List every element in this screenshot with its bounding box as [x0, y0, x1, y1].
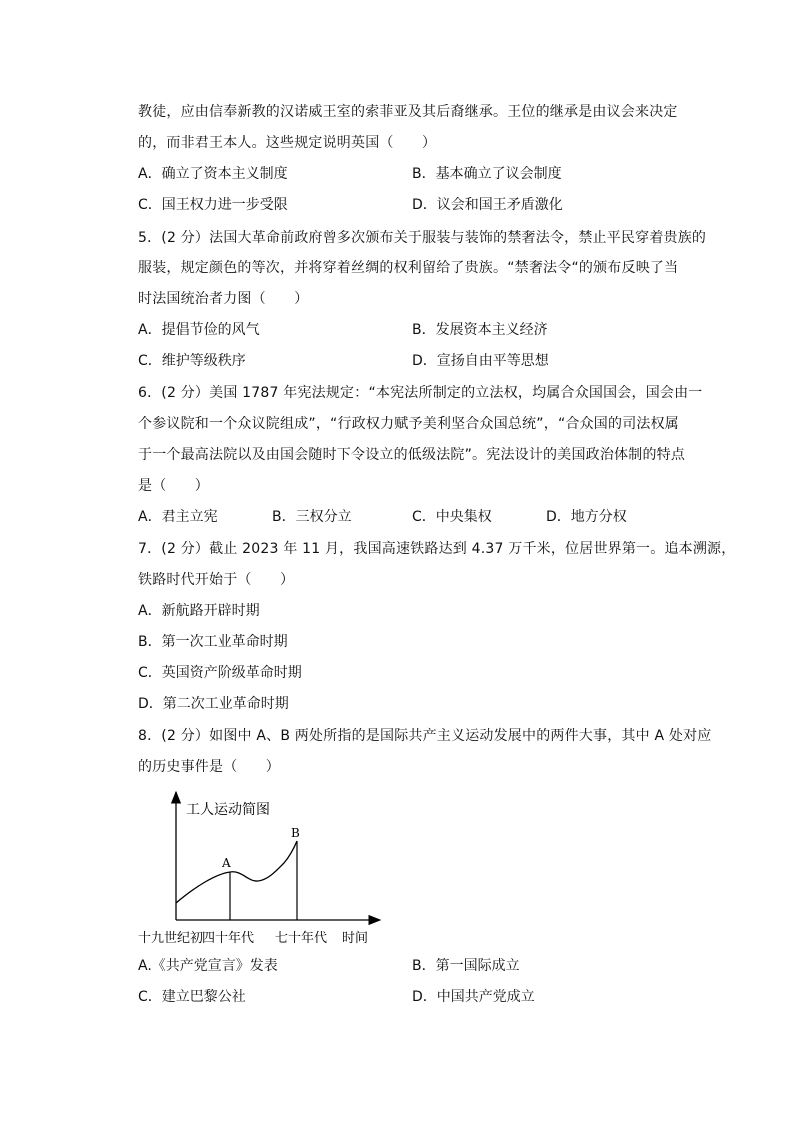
- point-b-label: B: [291, 826, 300, 840]
- q4-text-line: 教徒，应由信奉新教的汉诺威王室的索菲亚及其后裔继承。王位的继承是由议会来决定: [138, 104, 678, 120]
- q5-stem-line: 5．(2 分）法国大革命前政府曾多次颁布关于服装与装饰的禁奢法令，禁止平民穿着贵族的: [138, 230, 707, 246]
- q6-option-d[interactable]: D．地方分权: [546, 509, 627, 525]
- x-label: 四十年代: [202, 931, 255, 946]
- q6-stem-line: 于一个最高法院以及由国会随时下令设立的低级法院”。宪法设计的美国政治体制的特点: [138, 447, 686, 463]
- q7-stem-line: 铁路时代开始于（ ）: [138, 572, 295, 588]
- q8-option-b[interactable]: B．第一国际成立: [412, 958, 520, 974]
- q5-stem-line: 时法国统治者力图（ ）: [138, 291, 309, 307]
- q4-option-c[interactable]: C．国王权力进一步受限: [138, 197, 288, 213]
- point-a-label: A: [222, 856, 231, 870]
- labor-movement-figure: [134, 786, 394, 948]
- q6-stem-line: 个参议院和一个众议院组成”，“行政权力赋予美利坚合众国总统”，“合众国的司法权属: [138, 416, 680, 432]
- q6-option-a[interactable]: A．君主立宪: [138, 509, 218, 525]
- q4-text-line: 的，而非君王本人。这些规定说明英国（ ）: [138, 135, 437, 151]
- q8-stem-line: 8．(2 分）如图中 A、B 两处所指的是国际共产主义运动发展中的两件大事，其中 A 处对应: [138, 728, 712, 744]
- q5-option-d[interactable]: D．宣扬自由平等思想: [412, 353, 549, 369]
- q7-option-a[interactable]: A．新航路开辟时期: [138, 603, 260, 619]
- q7-option-c[interactable]: C．英国资产阶级革命时期: [138, 665, 302, 681]
- q7-option-d[interactable]: D．第二次工业革命时期: [138, 696, 289, 712]
- q8-option-c[interactable]: C．建立巴黎公社: [138, 989, 246, 1005]
- q7-option-b[interactable]: B．第一次工业革命时期: [138, 634, 288, 650]
- q4-option-b[interactable]: B．基本确立了议会制度: [412, 166, 562, 182]
- figure-title: 工人运动简图: [186, 802, 270, 818]
- q6-option-b[interactable]: B．三权分立: [272, 509, 352, 525]
- movement-curve: [176, 841, 297, 903]
- q8-stem-line: 的历史事件是（ ）: [138, 759, 280, 775]
- q5-option-a[interactable]: A．提倡节俭的风气: [138, 322, 260, 338]
- q5-option-b[interactable]: B．发展资本主义经济: [412, 322, 548, 338]
- q7-stem-line: 7．(2 分）截止 2023 年 11 月，我国高速铁路达到 4.37 万千米，位居世界第一。追本溯源，: [138, 541, 736, 557]
- q6-stem-line: 6．(2 分）美国 1787 年宪法规定：“本宪法所制定的立法权，均属合众国国会，国会由一: [138, 385, 703, 401]
- x-label: 时间: [342, 931, 369, 946]
- q5-stem-line: 服装，规定颜色的等次，并将穿着丝绸的权利留给了贵族。“禁奢法令“的颁布反映了当: [138, 260, 679, 276]
- q5-option-c[interactable]: C．维护等级秩序: [138, 353, 246, 369]
- q8-option-d[interactable]: D．中国共产党成立: [412, 989, 535, 1005]
- q8-option-a[interactable]: A.《共产党宣言》发表: [138, 958, 278, 974]
- q6-option-c[interactable]: C．中央集权: [412, 509, 492, 525]
- x-label: 十九世纪初: [138, 931, 204, 946]
- x-label: 七十年代: [275, 931, 328, 946]
- labor-movement-diagram: [134, 786, 394, 948]
- q6-stem-line: 是（ ）: [138, 478, 209, 494]
- q4-option-a[interactable]: A．确立了资本主义制度: [138, 166, 288, 182]
- q4-option-d[interactable]: D．议会和国王矛盾激化: [412, 197, 563, 213]
